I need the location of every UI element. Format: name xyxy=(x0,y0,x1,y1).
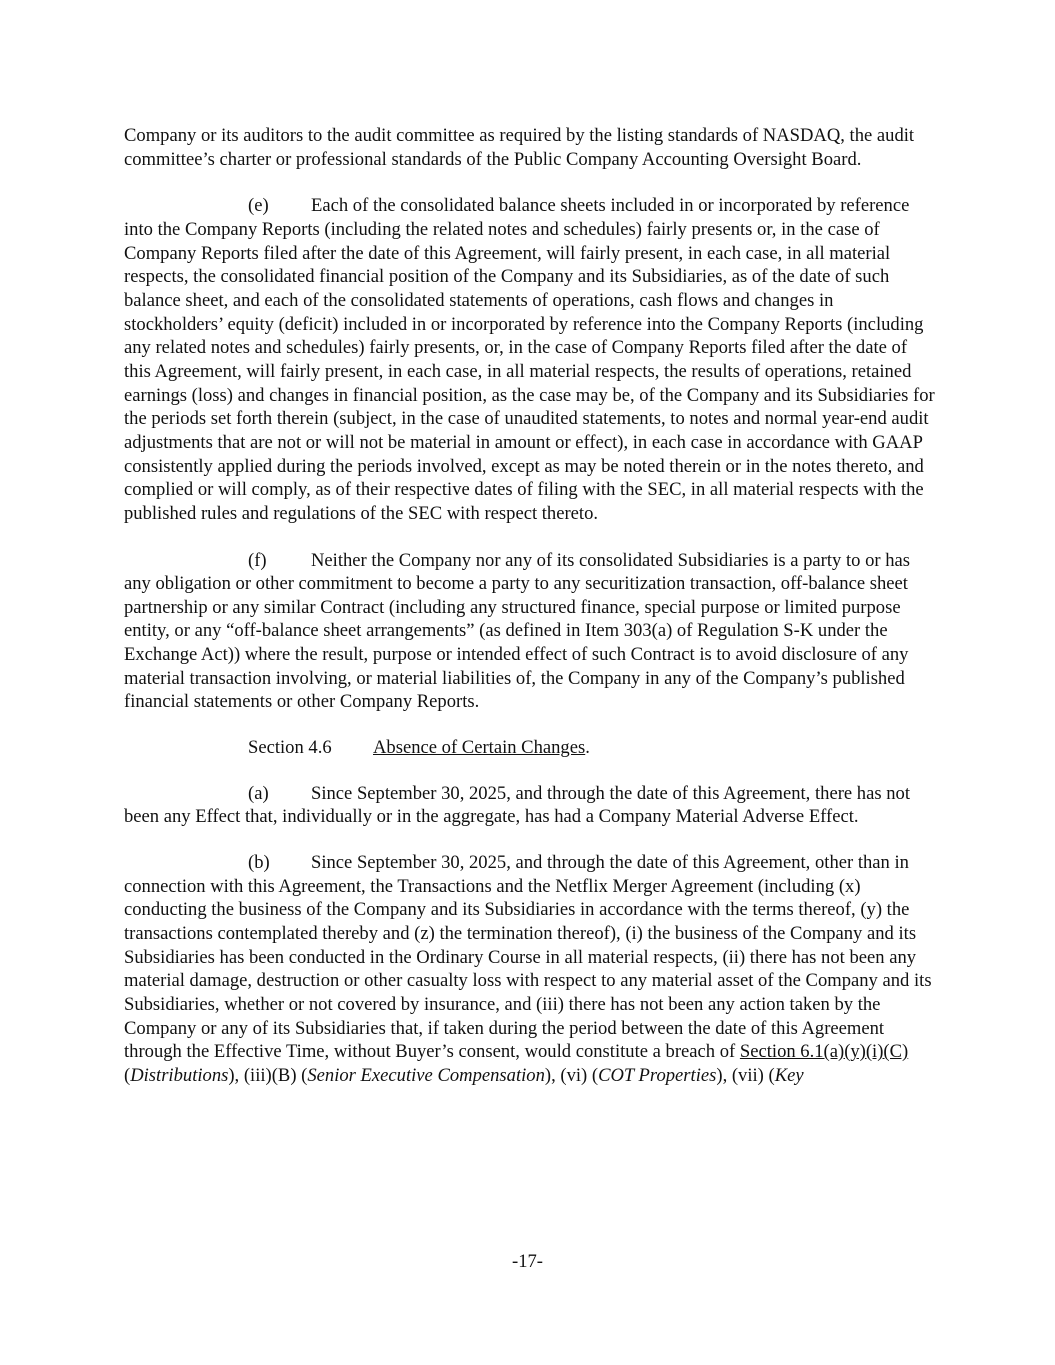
paragraph-a xyxy=(124,782,936,829)
paragraph-b xyxy=(124,851,936,1088)
paragraph-f xyxy=(124,549,936,715)
page-number: -17- xyxy=(512,1251,543,1272)
section-cross-reference: Section 6.1(a)(y)(i)(C) xyxy=(739,1041,909,1063)
paragraph-b-text-2: ( xyxy=(124,1064,131,1086)
section-title-period: . xyxy=(585,737,590,759)
paragraph-f-text: Neither the Company nor any of its consolidated Subsidiaries is a party to or has any obligation or other commitment to become a party to any securitization transaction, off-balance sheet partnership or any similar Contract (including any structured finance, special purpose or limited purpose entity, or any “off-balance sheet arrangements” (as defined in Item 303(a) of Regulation S-K under the Exchange Act)) where the result, purpose or intended effect of such Contract is to avoid disclosure of any material transaction involving, or material liabilities of, the Company in any of the Company’s published financial statements or other Company Reports. xyxy=(124,549,911,713)
section-heading xyxy=(124,736,936,760)
paragraph-e xyxy=(124,194,936,525)
paragraph-b-label: (b) xyxy=(248,852,270,874)
paragraph-a-label: (a) xyxy=(248,782,269,804)
section-title: Absence of Certain Changes xyxy=(373,737,586,759)
paragraph-b-italic-key: Key xyxy=(774,1064,804,1086)
paragraph-continuation-text: Company or its auditors to the audit committee as required by the listing standards of NASDAQ, the audit committee’s charter or professional standards of the Public Company Accounting Oversight Board. xyxy=(124,125,915,170)
paragraph-a-text: Since September 30, 2025, and through the date of this Agreement, there has not been any Effect that, individually or in the aggregate, has had a Company Material Adverse Effect. xyxy=(124,782,910,828)
section-number: Section 4.6 xyxy=(248,737,332,759)
paragraph-b-text-4: ), (vi) ( xyxy=(544,1064,599,1086)
paragraph-f-label: (f) xyxy=(248,549,267,571)
paragraph-e-label: (e) xyxy=(248,195,269,217)
paragraph-continuation xyxy=(124,124,936,171)
paragraph-b-italic-cot-properties: COT Properties xyxy=(598,1064,717,1086)
paragraph-b-italic-compensation: Senior Executive Compensation xyxy=(307,1064,545,1086)
paragraph-b-text-3: ), (iii)(B) ( xyxy=(228,1064,308,1086)
paragraph-b-text: Since September 30, 2025, and through the date of this Agreement, other than in connection with this Agreement, the Transactions and the Netflix Merger Agreement (including (x) conducting the business of the Company and its Subsidiaries in accordance with the terms thereof, (y) the transactions contemplated thereby and (z) the termination thereof), (i) the business of the Company and its Subsidiaries has been conducted in the Ordinary Course in all material respects, (ii) there has not been any material damage, destruction or other casualty loss with respect to any material asset of the Company and its Subsidiaries, whether or not covered by insurance, and (iii) there has not been any action taken by the Company or any of its Subsidiaries that, if taken during the period between the date of this Agreement through the Effective Time, without Buyer’s consent, would constitute a breach of xyxy=(124,852,932,1063)
paragraph-b-italic-distributions: Distributions xyxy=(130,1064,229,1086)
document-page xyxy=(124,124,936,1088)
paragraph-b-text-5: ), (vii) ( xyxy=(716,1064,775,1086)
paragraph-e-text: Each of the consolidated balance sheets included in or incorporated by reference into the Company Reports (including the related notes and schedules) fairly presents or, in the case of Company Reports filed after the date of this Agreement, will fairly present, in each case, in all material respects, the consolidated financial position of the Company and its Subsidiaries, as of the date of such balance sheet, and each of the consolidated statements of operations, cash flows and changes in stockholders’ equity (deficit) included in or incorporated by reference into the Company Reports (including any related notes and schedules) fairly presents, or, in the case of Company Reports filed after the date of this Agreement, will fairly present, in each case, in all material respects, the results of operations, retained earnings (loss) and changes in financial position, as the case may be, of the Company and its Subsidiaries for the periods set forth therein (subject, in the case of unaudited statements, to notes and normal year-end audit adjustments that are not or will not be material in amount or effect), in each case in accordance with GAAP consistently applied during the periods involved, except as may be noted therein or in the notes thereto, and complied or will comply, as of their respective dates of filing with the SEC, in all material respects with the published rules and regulations of the SEC with respect thereto. xyxy=(124,195,935,524)
